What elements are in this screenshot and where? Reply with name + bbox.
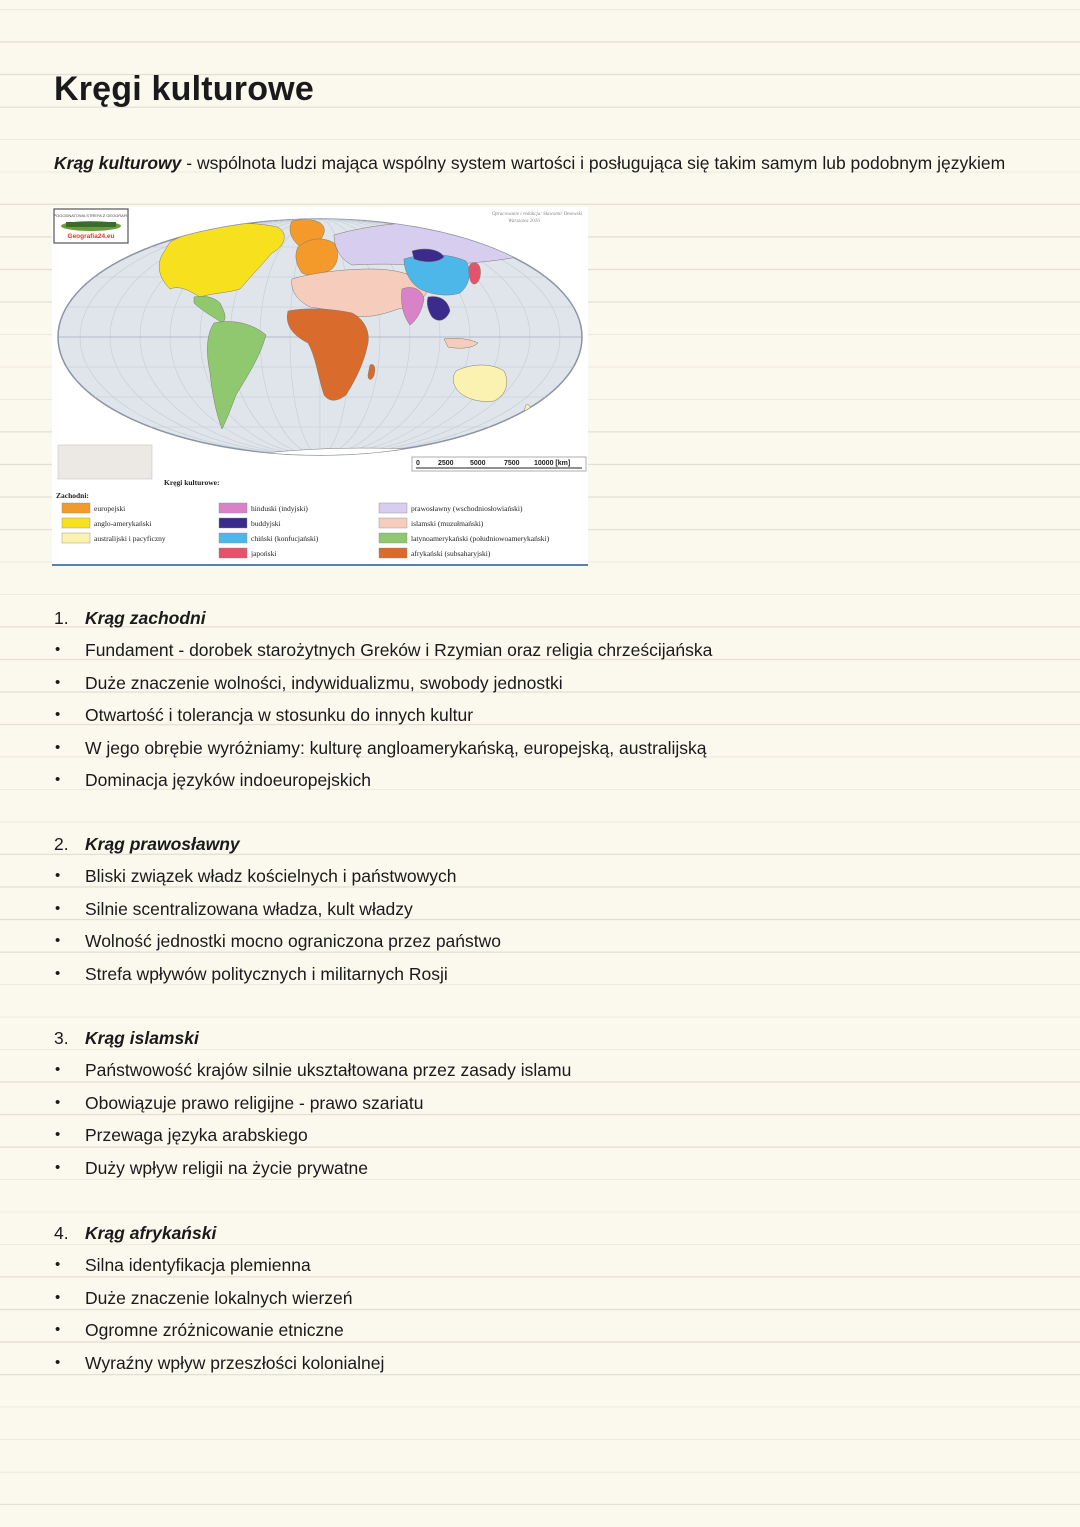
list-item-text: Wyraźny wpływ przeszłości kolonialnej [85, 1352, 385, 1373]
scale-10000: 10000 [km] [534, 460, 571, 467]
definition-term: Krąg kulturowy [54, 153, 182, 173]
list-item [54, 1347, 954, 1380]
logo-text: Geografia24.eu [67, 233, 115, 240]
list-item-text: Fundament - dorobek starożytnych Greków i Rzymian oraz religia chrześcijańska [85, 640, 713, 660]
bullet-list [54, 860, 954, 990]
section-title: Krąg zachodni [85, 608, 206, 628]
list-item-text: W jego obrębie wyróżniamy: kulturę angloamerykańską, europejską, australijską [85, 737, 707, 758]
list-item-text: Bliski związek władz kościelnych i państwowych [85, 866, 457, 886]
bullet-icon: • [55, 899, 61, 917]
list-item-text: Dominacja języków indoeuropejskich [85, 770, 371, 790]
bullet-icon: • [55, 867, 61, 884]
legend-label-latin-american: latynoamerykański (południowoamerykański) [411, 534, 550, 543]
bullet-list [54, 634, 954, 797]
list-item-text: Silnie scentralizowana władza, kult władzy [85, 898, 413, 919]
list-item-text: Otwartość i tolerancja w stosunku do innych kultur [85, 705, 474, 725]
legend-swatch-anglo-american [62, 518, 90, 528]
section-heading [54, 1022, 954, 1054]
section-western [54, 602, 954, 797]
legend-swatch-latin-american [379, 533, 407, 543]
legend-label-chinese: chiński (konfucjański) [251, 534, 319, 543]
list-item [54, 1087, 954, 1120]
legend-swatch-european [62, 503, 90, 513]
legend-label-buddhist: buddyjski [251, 519, 281, 528]
map-credit-line2: Warszawa 2016 [508, 219, 540, 224]
section-orthodox [54, 828, 954, 990]
list-item-text: Duże znaczenie wolności, indywidualizmu, swobody jednostki [85, 672, 563, 693]
legend-label-hindu: hinduski (indyjski) [251, 504, 308, 513]
scale-0: 0 [416, 460, 420, 467]
list-item-text: Państwowość krajów silnie ukształtowana przez zasady islamu [85, 1060, 572, 1080]
section-heading [54, 828, 954, 860]
list-item [54, 699, 954, 732]
bullet-icon: • [55, 706, 61, 723]
section-number: 1. [54, 608, 69, 628]
region-japan [469, 263, 481, 284]
list-item-text: Ogromne zróżnicowanie etniczne [85, 1320, 344, 1340]
legend-swatch-chinese [219, 533, 247, 543]
legend-label-anglo-american: anglo-amerykański [94, 519, 152, 528]
bullet-icon: • [55, 641, 61, 658]
bullet-icon: • [55, 1126, 61, 1143]
section-islamic [54, 1022, 954, 1184]
list-item-text: Obowiązuje prawo religijne - prawo szariatu [85, 1092, 424, 1113]
bullet-icon: • [55, 964, 61, 982]
list-item [54, 1249, 954, 1282]
section-heading [54, 1217, 954, 1249]
bullet-icon: • [55, 1256, 61, 1273]
bullet-icon: • [55, 1353, 61, 1371]
list-item [54, 860, 954, 893]
list-item-text: Duże znaczenie lokalnych wierzeń [85, 1287, 353, 1308]
scale-bar [412, 457, 586, 471]
bullet-icon: • [55, 1288, 61, 1306]
section-number: 3. [54, 1028, 69, 1048]
list-item-text: Silna identyfikacja plemienna [85, 1255, 311, 1275]
legend-label-japanese: japoński [251, 549, 277, 558]
legend-swatch-orthodox [379, 503, 407, 513]
legend-title: Kręgi kulturowe: [164, 478, 220, 487]
list-item-text: Wolność jednostki mocno ograniczona przez państwo [85, 931, 502, 951]
legend-swatch-hindu [219, 503, 247, 513]
list-item [54, 893, 954, 926]
bullet-icon: • [55, 1321, 61, 1338]
bullet-icon: • [55, 1093, 61, 1111]
bullet-icon: • [55, 771, 61, 788]
legend-label-islamic: islamski (muzułmański) [411, 519, 484, 528]
geografia24-logo [53, 209, 128, 243]
logo-caption: POGODNATOWA STREFA Z GEOGRAFII [53, 213, 129, 218]
list-item [54, 732, 954, 765]
bullet-list [54, 1249, 954, 1379]
legend-group-western: Zachodni: [56, 491, 89, 500]
scale-5000: 5000 [470, 460, 486, 467]
list-item [54, 1314, 954, 1347]
legend-swatch-australian [62, 533, 90, 543]
list-item [54, 667, 954, 700]
scale-2500: 2500 [438, 460, 454, 467]
map-inset-note [58, 445, 152, 479]
section-number: 2. [54, 834, 69, 854]
legend-label-african: afrykański (subsaharyjski) [411, 549, 491, 558]
list-item [54, 634, 954, 667]
legend-label-european: europejski [94, 504, 126, 513]
list-item-text: Strefa wpływów politycznych i militarnych Rosji [85, 963, 448, 984]
scale-7500: 7500 [504, 460, 520, 467]
bullet-icon: • [55, 932, 61, 949]
section-heading [54, 602, 954, 634]
section-title: Krąg prawosławny [85, 834, 240, 854]
list-item [54, 1152, 954, 1185]
legend-swatch-african [379, 548, 407, 558]
bullet-icon: • [55, 673, 61, 691]
definition [54, 153, 1005, 174]
list-item-text: Przewaga języka arabskiego [85, 1125, 308, 1145]
section-african [54, 1217, 954, 1379]
legend-label-australian: australijski i pacyficzny [94, 534, 166, 543]
cultural-circles-map [52, 207, 588, 566]
list-item [54, 958, 954, 991]
list-item [54, 1119, 954, 1152]
list-item [54, 1282, 954, 1315]
legend-swatch-buddhist [219, 518, 247, 528]
list-item [54, 1054, 954, 1087]
region-europe [296, 239, 338, 275]
legend-swatch-islamic [379, 518, 407, 528]
bullet-icon: • [55, 1061, 61, 1078]
bullet-icon: • [55, 1158, 61, 1176]
map-credit-line1: Opracowanie i redakcja: Sławomir Dmowski [491, 212, 583, 217]
definition-text: - wspólnota ludzi mająca wspólny system wartości i posługująca się takim samym lub podobnym językiem [181, 153, 1006, 173]
section-title: Krąg islamski [85, 1028, 199, 1048]
list-item [54, 764, 954, 797]
section-title: Krąg afrykański [85, 1223, 217, 1243]
legend-label-orthodox: prawosławny (wschodniosłowiański) [411, 504, 523, 513]
page-title: Kręgi kulturowe [54, 70, 314, 108]
bullet-icon: • [55, 738, 61, 756]
bullet-list [54, 1054, 954, 1184]
section-number: 4. [54, 1223, 69, 1243]
list-item-text: Duży wpływ religii na życie prywatne [85, 1157, 369, 1178]
legend-swatch-japanese [219, 548, 247, 558]
list-item [54, 925, 954, 958]
